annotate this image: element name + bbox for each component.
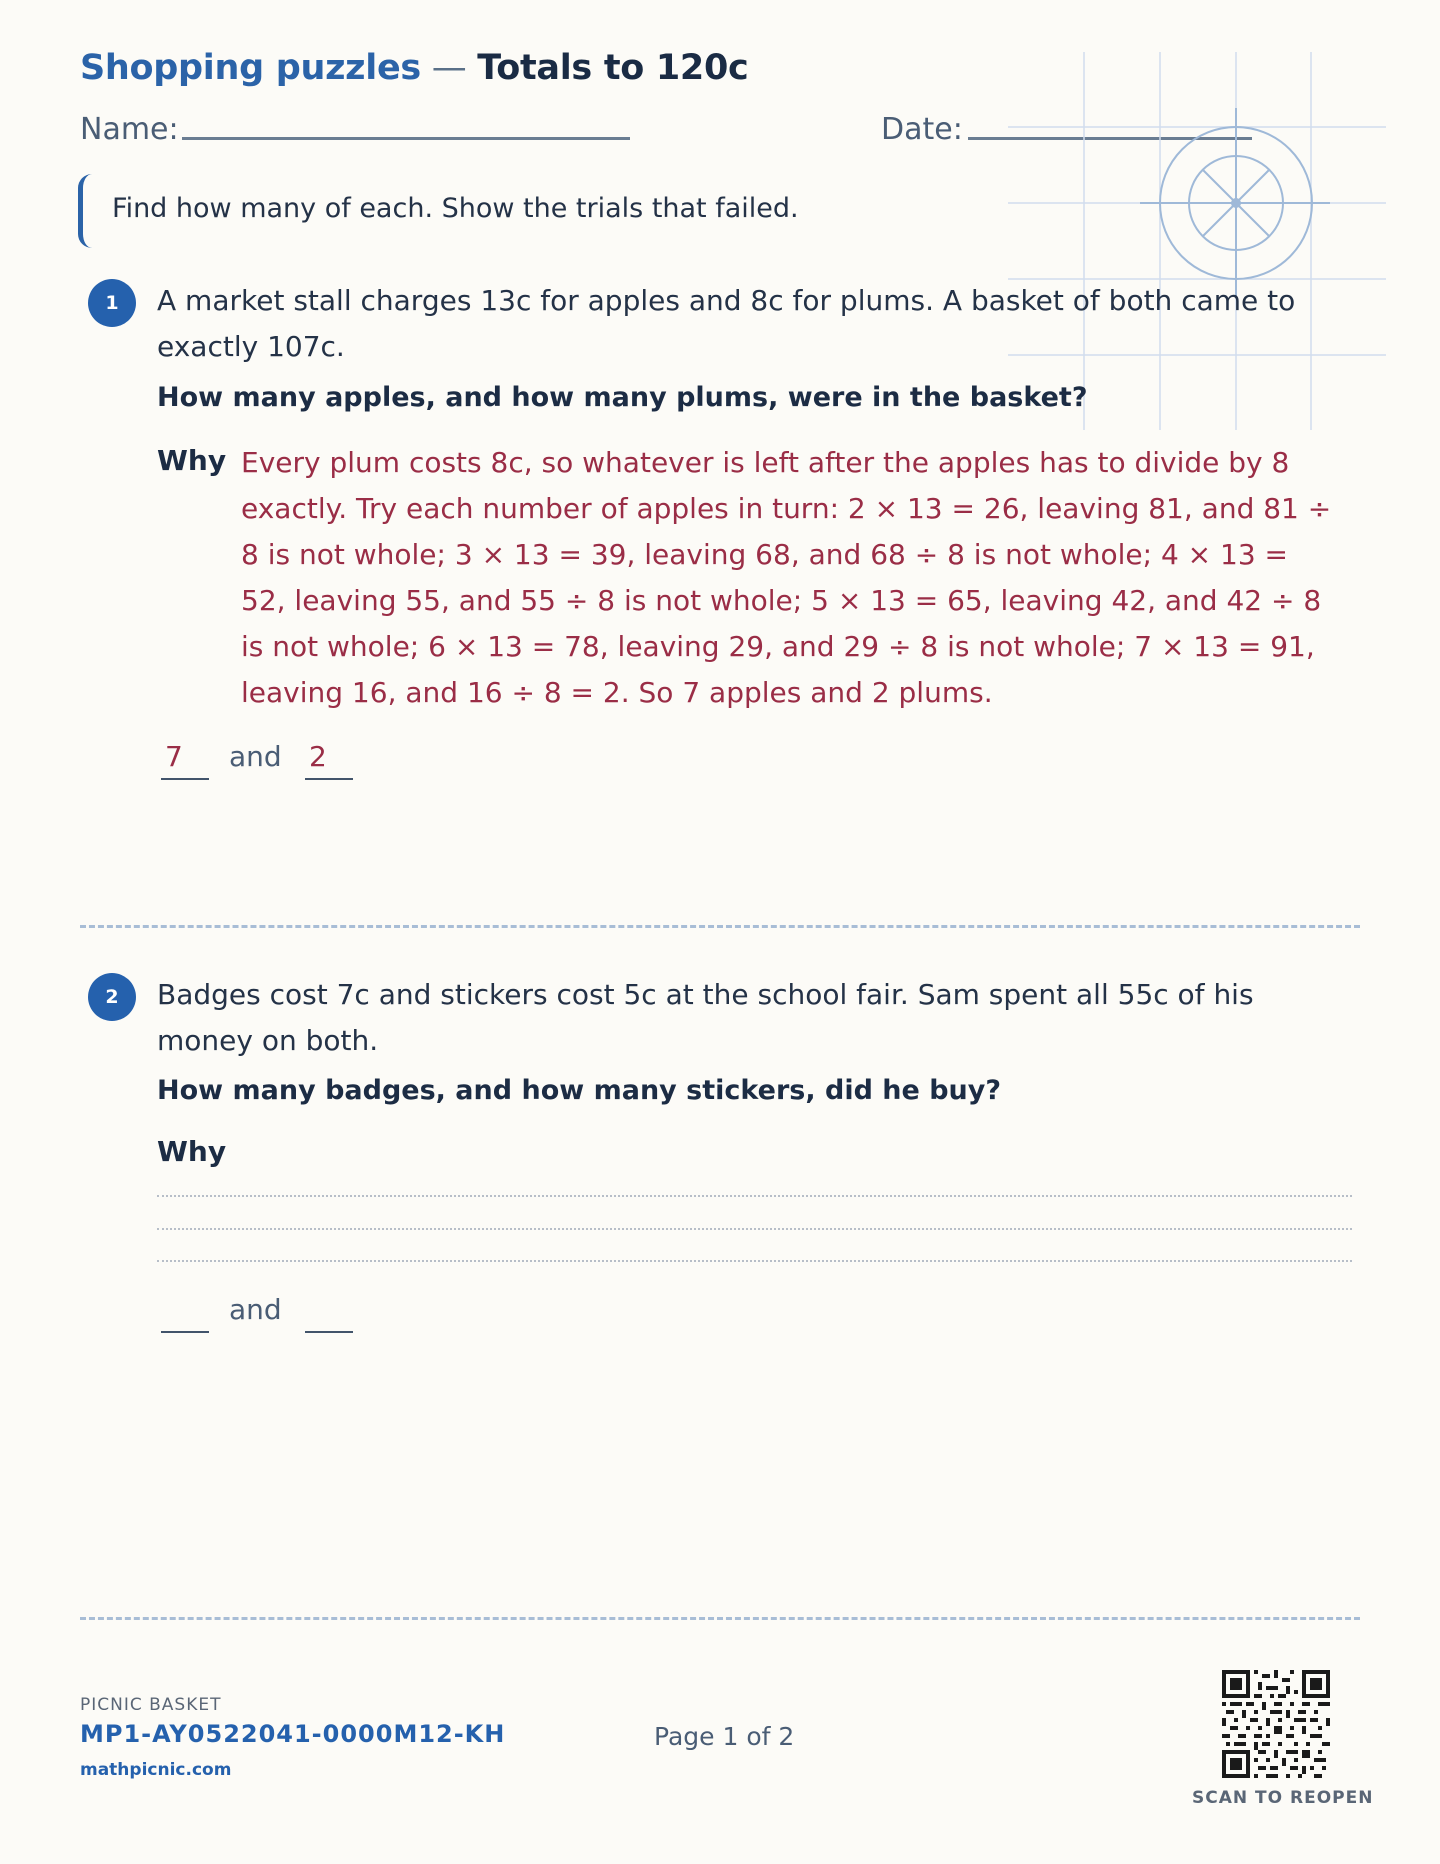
title-topic: Shopping puzzles	[80, 48, 421, 88]
question-1-prompt: How many apples, and how many plums, were in the basket?	[157, 382, 1088, 413]
working-line[interactable]	[157, 1195, 1352, 1197]
brand-label: PICNIC BASKET	[80, 1695, 222, 1715]
question-1-why-label: Why	[157, 444, 227, 477]
name-field[interactable]	[182, 137, 630, 140]
instruction-marker	[78, 174, 97, 248]
question-2-and: and	[229, 1293, 282, 1326]
title-subtopic: Totals to 120c	[477, 48, 749, 88]
question-2-answer-stickers[interactable]	[305, 1293, 353, 1333]
qr-code-icon[interactable]	[1222, 1670, 1330, 1778]
question-2-text: Badges cost 7c and stickers cost 5c at the school fair. Sam spent all 55c of his money on both.	[157, 978, 1254, 1057]
page-title	[80, 48, 748, 88]
title-separator: —	[420, 48, 478, 88]
site-link[interactable]: mathpicnic.com	[80, 1760, 232, 1780]
question-1-answer-plums[interactable]: 2	[305, 740, 353, 780]
question-1-and: and	[229, 740, 282, 773]
question-1-answer-apples[interactable]: 7	[161, 740, 209, 780]
page-number: Page 1 of 2	[654, 1722, 795, 1751]
question-1-text: A market stall charges 13c for apples and 8c for plums. A basket of both came to exactly 107c.	[157, 284, 1296, 363]
section-divider	[80, 925, 1360, 928]
question-2-answer-badges[interactable]	[161, 1293, 209, 1333]
instruction-text: Find how many of each. Show the trials that failed.	[112, 193, 799, 224]
question-1-working: Every plum costs 8c, so whatever is left after the apples has to divide by 8 exactly. Try each number of apples in turn: 2 × 13 = 26, leaving 81, and 81 ÷ 8 is not whole; 3 × 13 = 39, leaving 68, and 68 ÷ 8 is not whole; 4 × 13 = 52, leaving 55, and 55 ÷ 8 is not whole; 5 × 13 = 65, leaving 42, and 42 ÷ 8 is not whole; 6 × 13 = 78, leaving 29, and 29 ÷ 8 is not whole; 7 × 13 = 91, leaving 16, and 16 ÷ 8 = 2. So 7 apples and 2 plums.	[241, 446, 1332, 709]
working-line[interactable]	[157, 1260, 1352, 1262]
question-1-number: 1	[88, 279, 136, 327]
footer-divider	[80, 1617, 1360, 1620]
worksheet-code: MP1-AY0522041-0000M12-KH	[80, 1720, 506, 1748]
name-label: Name:	[80, 112, 179, 147]
working-line[interactable]	[157, 1228, 1352, 1230]
question-2-why-label: Why	[157, 1135, 227, 1168]
date-label: Date:	[881, 112, 963, 147]
question-2-number: 2	[88, 973, 136, 1021]
scan-label: SCAN TO REOPEN	[1192, 1788, 1374, 1808]
question-2-prompt: How many badges, and how many stickers, did he buy?	[157, 1075, 1002, 1106]
